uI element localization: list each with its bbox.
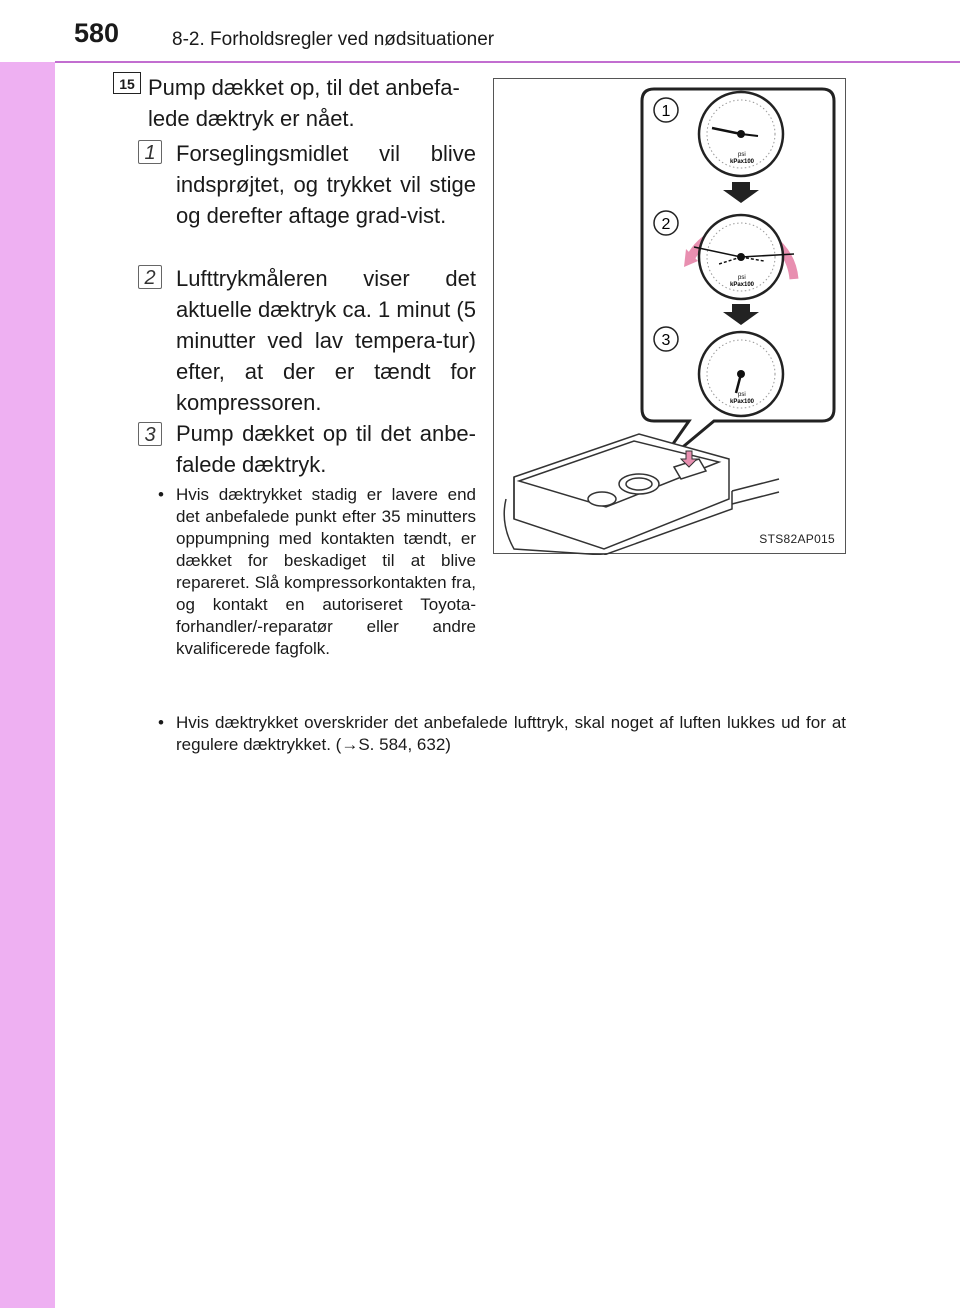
figure-code: STS82AP015 [759,532,835,546]
substep-number: 2 [138,265,162,289]
left-margin-band [0,0,55,1308]
header-rule [55,61,960,63]
illustration-drawing [494,79,847,555]
bullet-dot: • [158,485,164,504]
pressure-gauge-3 [699,332,783,416]
callout-2 [654,211,678,235]
callout-1 [654,98,678,122]
substep-text: Lufttrykmåleren viser det aktuelle dæktryk ca. 1 minut (5 minutter ved lav tempera-tur) efter, at der er tændt for kompressoren. [176,266,476,415]
substep-number: 1 [138,140,162,164]
svg-text:psi: psi [738,275,746,281]
step-number-badge: 15 [113,72,141,94]
svg-text:psi: psi [738,392,746,398]
section-title: 8-2. Forholdsregler ved nødsituationer [172,29,495,50]
callout-3 [654,327,678,351]
svg-text:kPax100: kPax100 [730,282,755,288]
note-bullet [158,712,846,756]
svg-text:3: 3 [661,332,671,349]
compressor-unit [504,434,779,555]
note-text: Hvis dæktrykket stadig er lavere end det anbefalede punkt efter 35 minutters oppumpning med kontakten tændt, er dækket for beskadiget til at blive repareret. Slå kompressorkontakten fra, og kontakt en autoriseret Toyota-forhandler/-reparatør eller andre kvalificerede fagfolk. [176,485,476,658]
svg-text:2: 2 [661,216,671,233]
note-text: Hvis dæktrykket overskrider det anbefalede lufttryk, skal noget af luften lukkes ud for at regulere dæktrykket. (→S. 584, 632) [176,713,846,754]
gauge-illustration [493,78,846,554]
svg-text:1: 1 [661,103,671,120]
substep-number: 3 [138,422,162,446]
bullet-dot: • [158,713,164,732]
svg-text:kPax100: kPax100 [730,159,755,165]
svg-text:psi: psi [738,152,746,158]
step-instruction: Pump dækket op, til det anbefa-lede dæktryk er nået. [148,75,460,131]
svg-text:kPax100: kPax100 [730,399,755,405]
note-bullet [158,484,476,660]
pressure-gauge-1 [699,92,783,176]
page-number: 580 [74,18,120,48]
substep-text: Forseglingsmidlet vil blive indsprøjtet, og trykket vil stige og derefter aftage grad-vist. [176,141,476,228]
substep-text: Pump dækket op til det anbe-falede dæktryk. [176,421,476,477]
